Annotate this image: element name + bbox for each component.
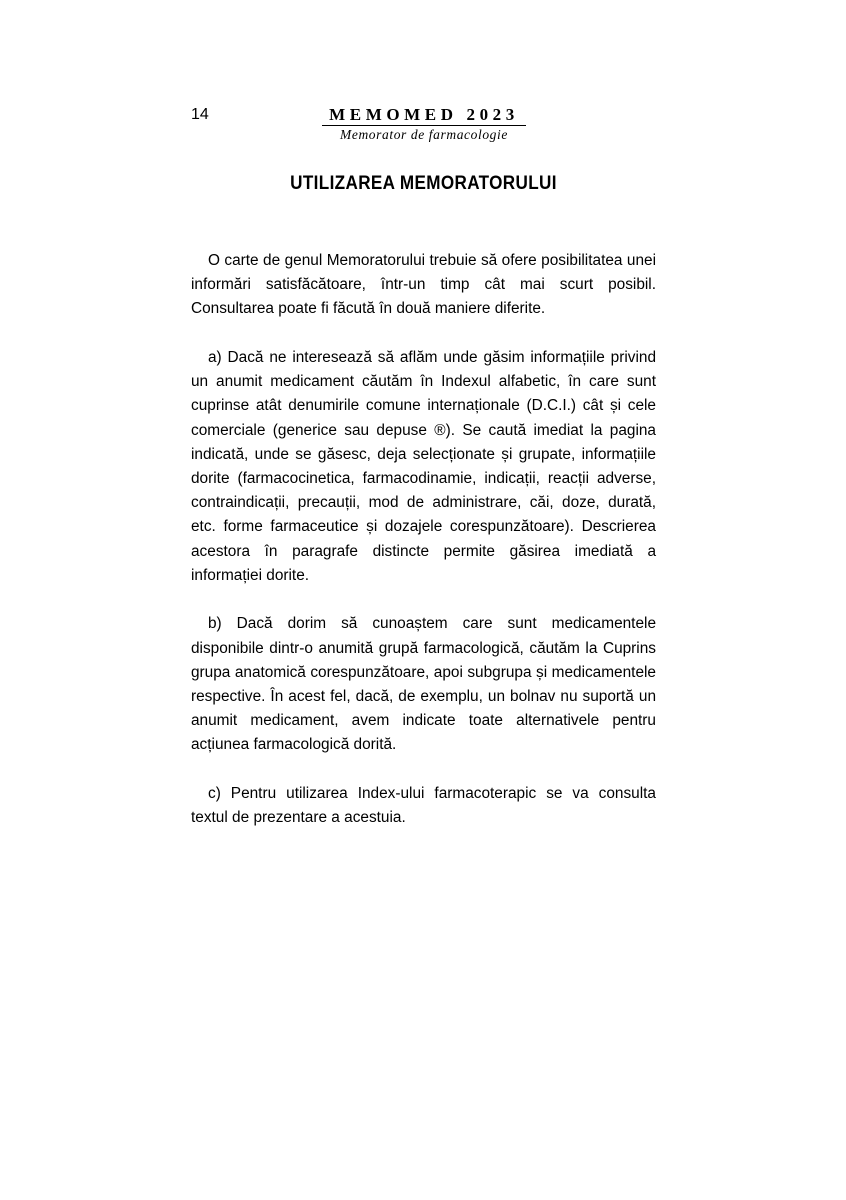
paragraph-intro: O carte de genul Memoratorului trebuie să ofere posibilitatea unei informări satisfăcătoare, într-un timp cât mai scurt posibil. Consultarea poate fi făcută în două maniere diferite. xyxy=(191,252,656,318)
paragraph-b: b) Dacă dorim să cunoaștem care sunt medicamentele disponibile dintr-o anumită grupă farmacologică, căutăm la Cuprins grupa anatomică corespunzătoare, apoi subgrupa și medicamentele respective. În acest fel, dacă, de exemplu, un bolnav nu suportă un anumit medicament, avem indicate toate alternativele pentru acțiunea farmacologică dorită. xyxy=(191,615,656,754)
body-text xyxy=(191,249,656,855)
paragraph-c: c) Pentru utilizarea Index-ului farmacoterapic se va consulta textul de prezentare a acestuia. xyxy=(191,785,656,827)
section-title: UTILIZAREA MEMORATORULUI xyxy=(290,173,557,194)
header-title: MEMOMED 2023 xyxy=(329,105,519,124)
header-subtitle: Memorator de farmacologie xyxy=(322,125,526,143)
page-number: 14 xyxy=(191,106,209,123)
paragraph-a: a) Dacă ne interesează să aflăm unde găsim informațiile privind un anumit medicament căutăm în Indexul alfabetic, în care sunt cuprinse atât denumirile comune internaționale (D.C.I.) cât și cele comerciale (generice sau depuse ®). Se caută imediat la pagina indicată, unde se găsesc, deja selecționate și grupate, informațiile dorite (farmacocinetica, farmacodinamie, indicații, reacții adverse, contraindicații, precauții, mod de administrare, căi, doze, durată, etc. forme farmaceutice și dozajele corespunzătoare). Descrierea acestora în paragrafe distincte permite găsirea imediată a informației dorite. xyxy=(191,349,656,584)
running-header xyxy=(322,105,526,143)
